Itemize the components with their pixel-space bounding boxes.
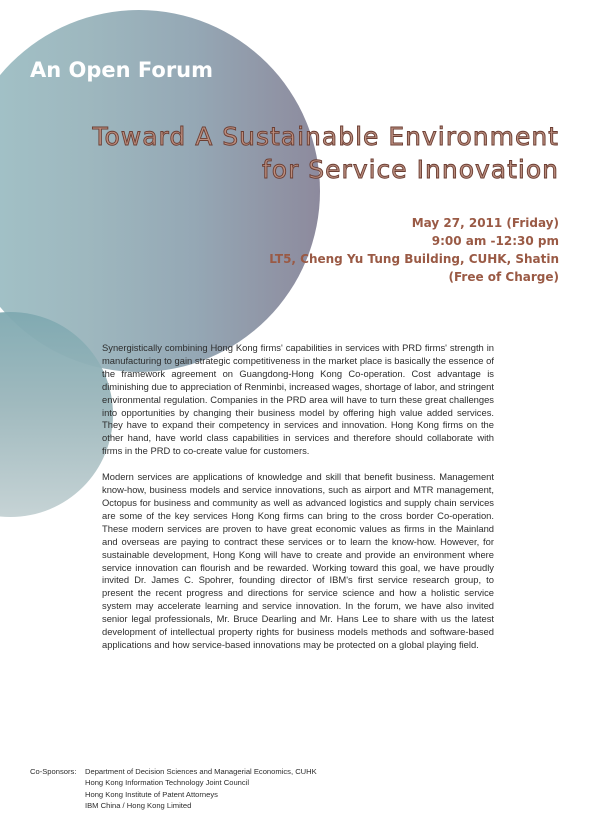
co-sponsors-label: Co-Sponsors: [30,767,77,776]
body-text [102,342,494,665]
event-fee: (Free of Charge) [448,270,559,284]
sponsor-item: IBM China / Hong Kong Limited [85,801,192,811]
sponsor-item: Hong Kong Institute of Patent Attorneys [85,789,218,799]
title-line-2: for Service Innovation [261,155,559,184]
sponsor-item: Department of Decision Sciences and Managerial Economics, CUHK [85,767,317,776]
body-paragraph-1: Synergistically combining Hong Kong firms' capabilities in services with PRD firms' strength in manufacturing to gain strategic competitiveness in the market place is basically the essence of the framework agreement on Guangdong-Hong Kong Co-operation. Cost advantage is diminishing due to appreciation of Renminbi, increased wages, shortage of labor, and stringent environmental regulation. Companies in the PRD area will have to turn these great challenges into opportunities by changing their business model by offering high value added services. They have to expand their competency in services and innovation. Hong Kong firms on the other hand, have world class capabilities in services and therefore should collaborate with firms in the PRD to co-create value for customers. [102,342,494,457]
page-title [59,120,559,186]
forum-label: An Open Forum [30,58,214,82]
title-line-1: Toward A Sustainable Environment [92,122,559,151]
event-info [239,214,559,286]
sponsor-item: Hong Kong Information Technology Joint Council [85,778,250,788]
co-sponsors-list [85,766,445,812]
event-time: 9:00 am -12:30 pm [431,234,559,248]
body-paragraph-2: Modern services are applications of knowledge and skill that benefit business. Management know-how, business models and service innovations, such as airport and MTR management, Octopus for business and community as well as advanced logistics and supply chain services are some of the key services Hong Kong firms can bring to the cross border Co-operation. These modern services are proven to have great economic values as firms in the Mainland and overseas are paying to contract these services or to learn the know-how. However, for sustainable development, Hong Kong will have to create and provide an environment where service innovation can flourish and be rewarded. Working toward this goal, we have proudly invited Dr. James C. Spohrer, founding director of IBM's first service research group, to present the recent progress and directions for service science and how a holistic service system may accelerate learning and service innovation. In the forum, we have also invited senior legal professionals, Mr. Bruce Dearling and Mr. Hans Lee to share with us the latest development of intellectual property rights for business models methods and software-based applications and how service-based innovations may be protected on a global playing field. [102,471,494,650]
event-venue: LT5, Cheng Yu Tung Building, CUHK, Shatin [269,252,559,266]
event-date: May 27, 2011 (Friday) [411,216,559,230]
